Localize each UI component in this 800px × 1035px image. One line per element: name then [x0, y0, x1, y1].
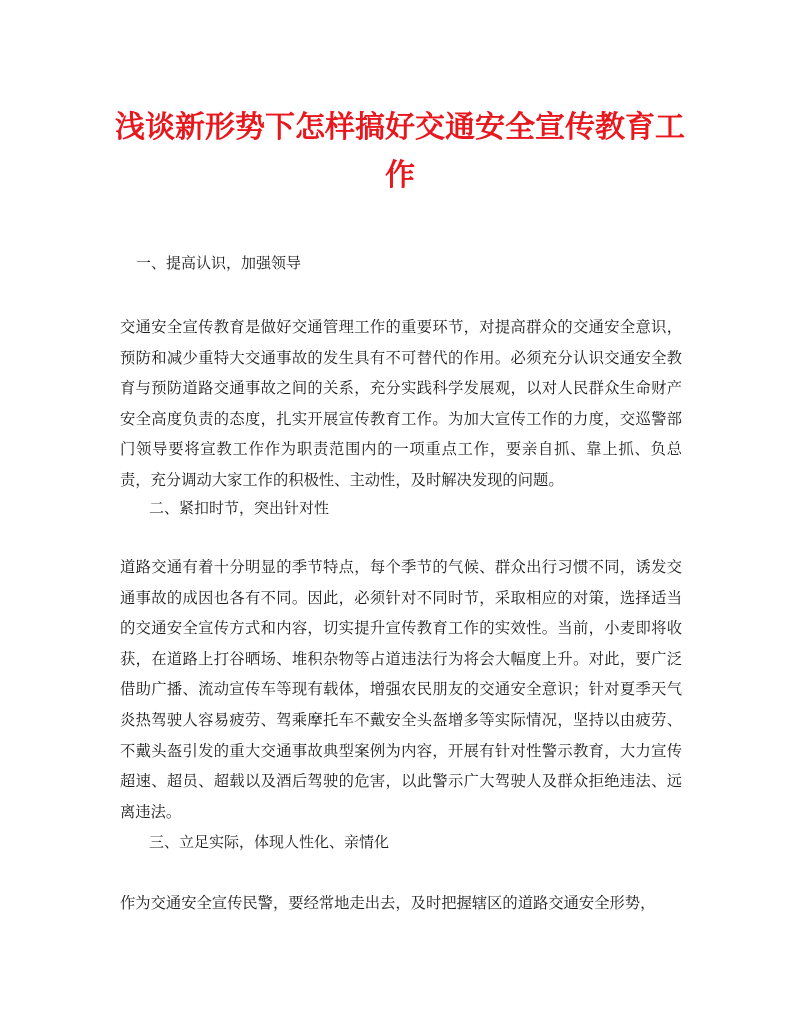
section-paragraph: 作为交通安全宣传民警，要经常地走出去，及时把握辖区的道路交通安全形势， [120, 894, 656, 912]
section-paragraph: 交通安全宣传教育是做好交通管理工作的重要环节，对提高群众的交通安全意识，预防和减少重特大交通事故的发生具有不可替代的作用。必须充分认识交通安全教育与预防道路交通事故之间的关系，充分实践科学发展观，以对人民群众生命财产安全高度负责的态度，扎实开展宣传教育工作。为加大宣传工作的力度，交巡警部门领导要将宣教工作作为职责范围内的一项重点工作，要亲自抓、靠上抓、负总责，充分调动大家工作的积极性、主动性，及时解决发现的问题。 [120, 318, 682, 489]
section-heading: 一、提高认识，加强领导 [136, 254, 302, 272]
section-heading: 二、紧扣时节，突出针对性 [149, 499, 330, 517]
section-heading: 三、立足实际，体现人性化、亲情化 [149, 833, 390, 851]
section-paragraph: 道路交通有着十分明显的季节特点，每个季节的气候、群众出行习惯不同，诱发交通事故的成因也各有不同。因此，必须针对不同时节，采取相应的对策，选择适当的交通安全宣传方式和内容，切实提升宣传教育工作的实效性。当前，小麦即将收获，在道路上打谷晒场、堆积杂物等占道违法行为将会大幅度上升。对此，要广泛借助广播、流动宣传车等现有载体，增强农民朋友的交通安全意识；针对夏季天气炎热驾驶人容易疲劳、驾乘摩托车不戴安全头盔增多等实际情况，坚持以由疲劳、不戴头盔引发的重大交通事故典型案例为内容，开展有针对性警示教育，大力宣传超速、超员、超载以及酒后驾驶的危害，以此警示广大驾驶人及群众拒绝违法、远离违法。 [120, 558, 682, 821]
page-title: 浅谈新形势下怎样搞好交通安全宣传教育工作 [115, 110, 685, 193]
